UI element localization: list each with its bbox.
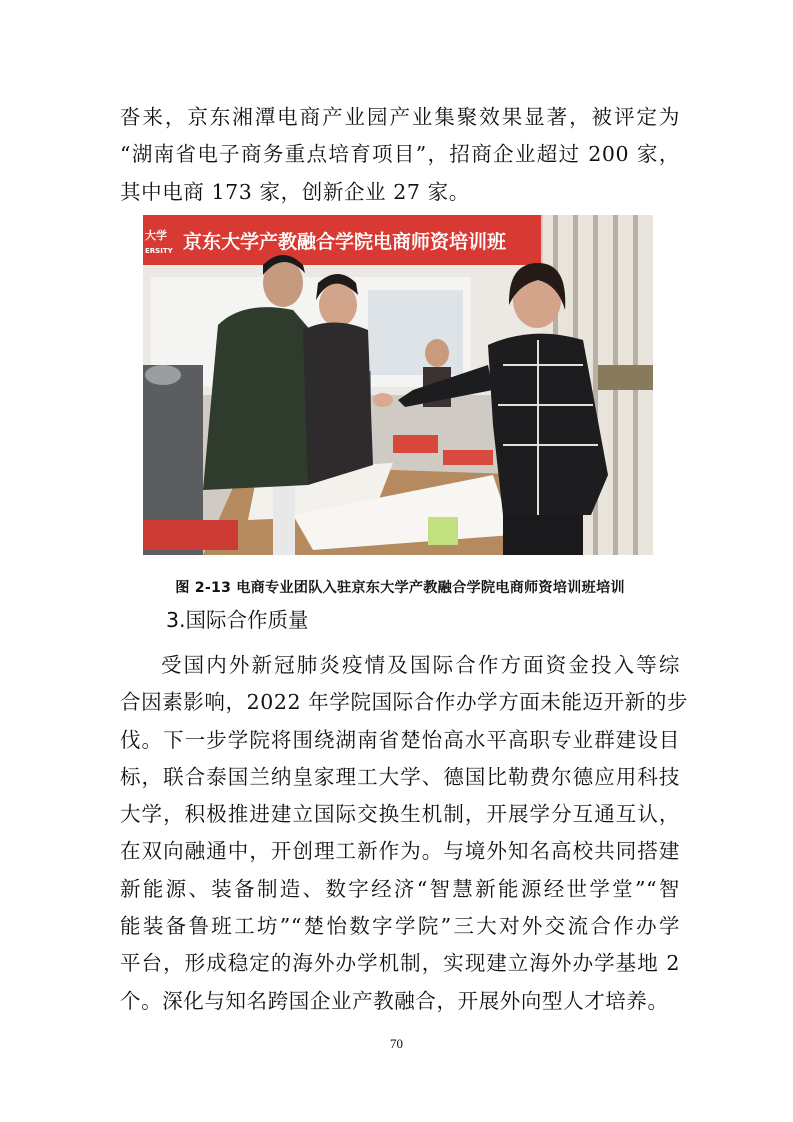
training-photo: [143, 215, 653, 555]
banner-left-subtext: ERSITY: [145, 247, 173, 255]
paragraph-line: “湖南省电子商务重点培育项目”，招商企业超过 200 家，: [120, 142, 680, 167]
banner-left-text: 大学: [145, 229, 167, 242]
paragraph-line: 新能源、装备制造、数字经济“智慧新能源经世学堂”“智: [120, 876, 680, 901]
intro-paragraph: [120, 99, 680, 211]
paragraph-line: 平台，形成稳定的海外办学机制，实现建立海外办学基地 2: [120, 951, 680, 976]
section-heading: 3.国际合作质量: [166, 608, 309, 632]
paragraph-line: 标，联合泰国兰纳皇家理工大学、德国比勒费尔德应用科技: [120, 764, 680, 789]
paragraph-line: 能装备鲁班工坊”“楚怡数字学院”三大对外交流合作办学: [120, 914, 680, 939]
page-number: 70: [390, 1036, 403, 1051]
paragraph-line: 在双向融通中，开创理工新作为。与境外知名高校共同搭建: [120, 839, 680, 864]
banner-text: 京东大学产教融合学院电商师资培训班: [183, 231, 507, 253]
paragraph-line: 合因素影响，2022 年学院国际合作办学方面未能迈开新的步: [120, 690, 689, 715]
paragraph-line: 大学，积极推进建立国际交换生机制，开展学分互通互认，: [120, 802, 680, 827]
figure-caption: 图 2-13 电商专业团队入驻京东大学产教融合学院电商师资培训班培训: [175, 580, 625, 596]
paragraph-line: 沓来，京东湘潭电商产业园产业集聚效果显著，被评定为: [120, 105, 680, 129]
paragraph-line: 个。深化与知名跨国企业产教融合，开展外向型人才培养。: [120, 988, 669, 1013]
paragraph-line: 其中电商 173 家，创新企业 27 家。: [120, 179, 470, 204]
body-paragraph: [120, 647, 689, 1020]
paragraph-line: 伐。下一步学院将围绕湖南省楚怡高水平高职专业群建设目: [120, 727, 680, 752]
paragraph-line: 受国内外新冠肺炎疫情及国际合作方面资金投入等综: [161, 653, 680, 677]
